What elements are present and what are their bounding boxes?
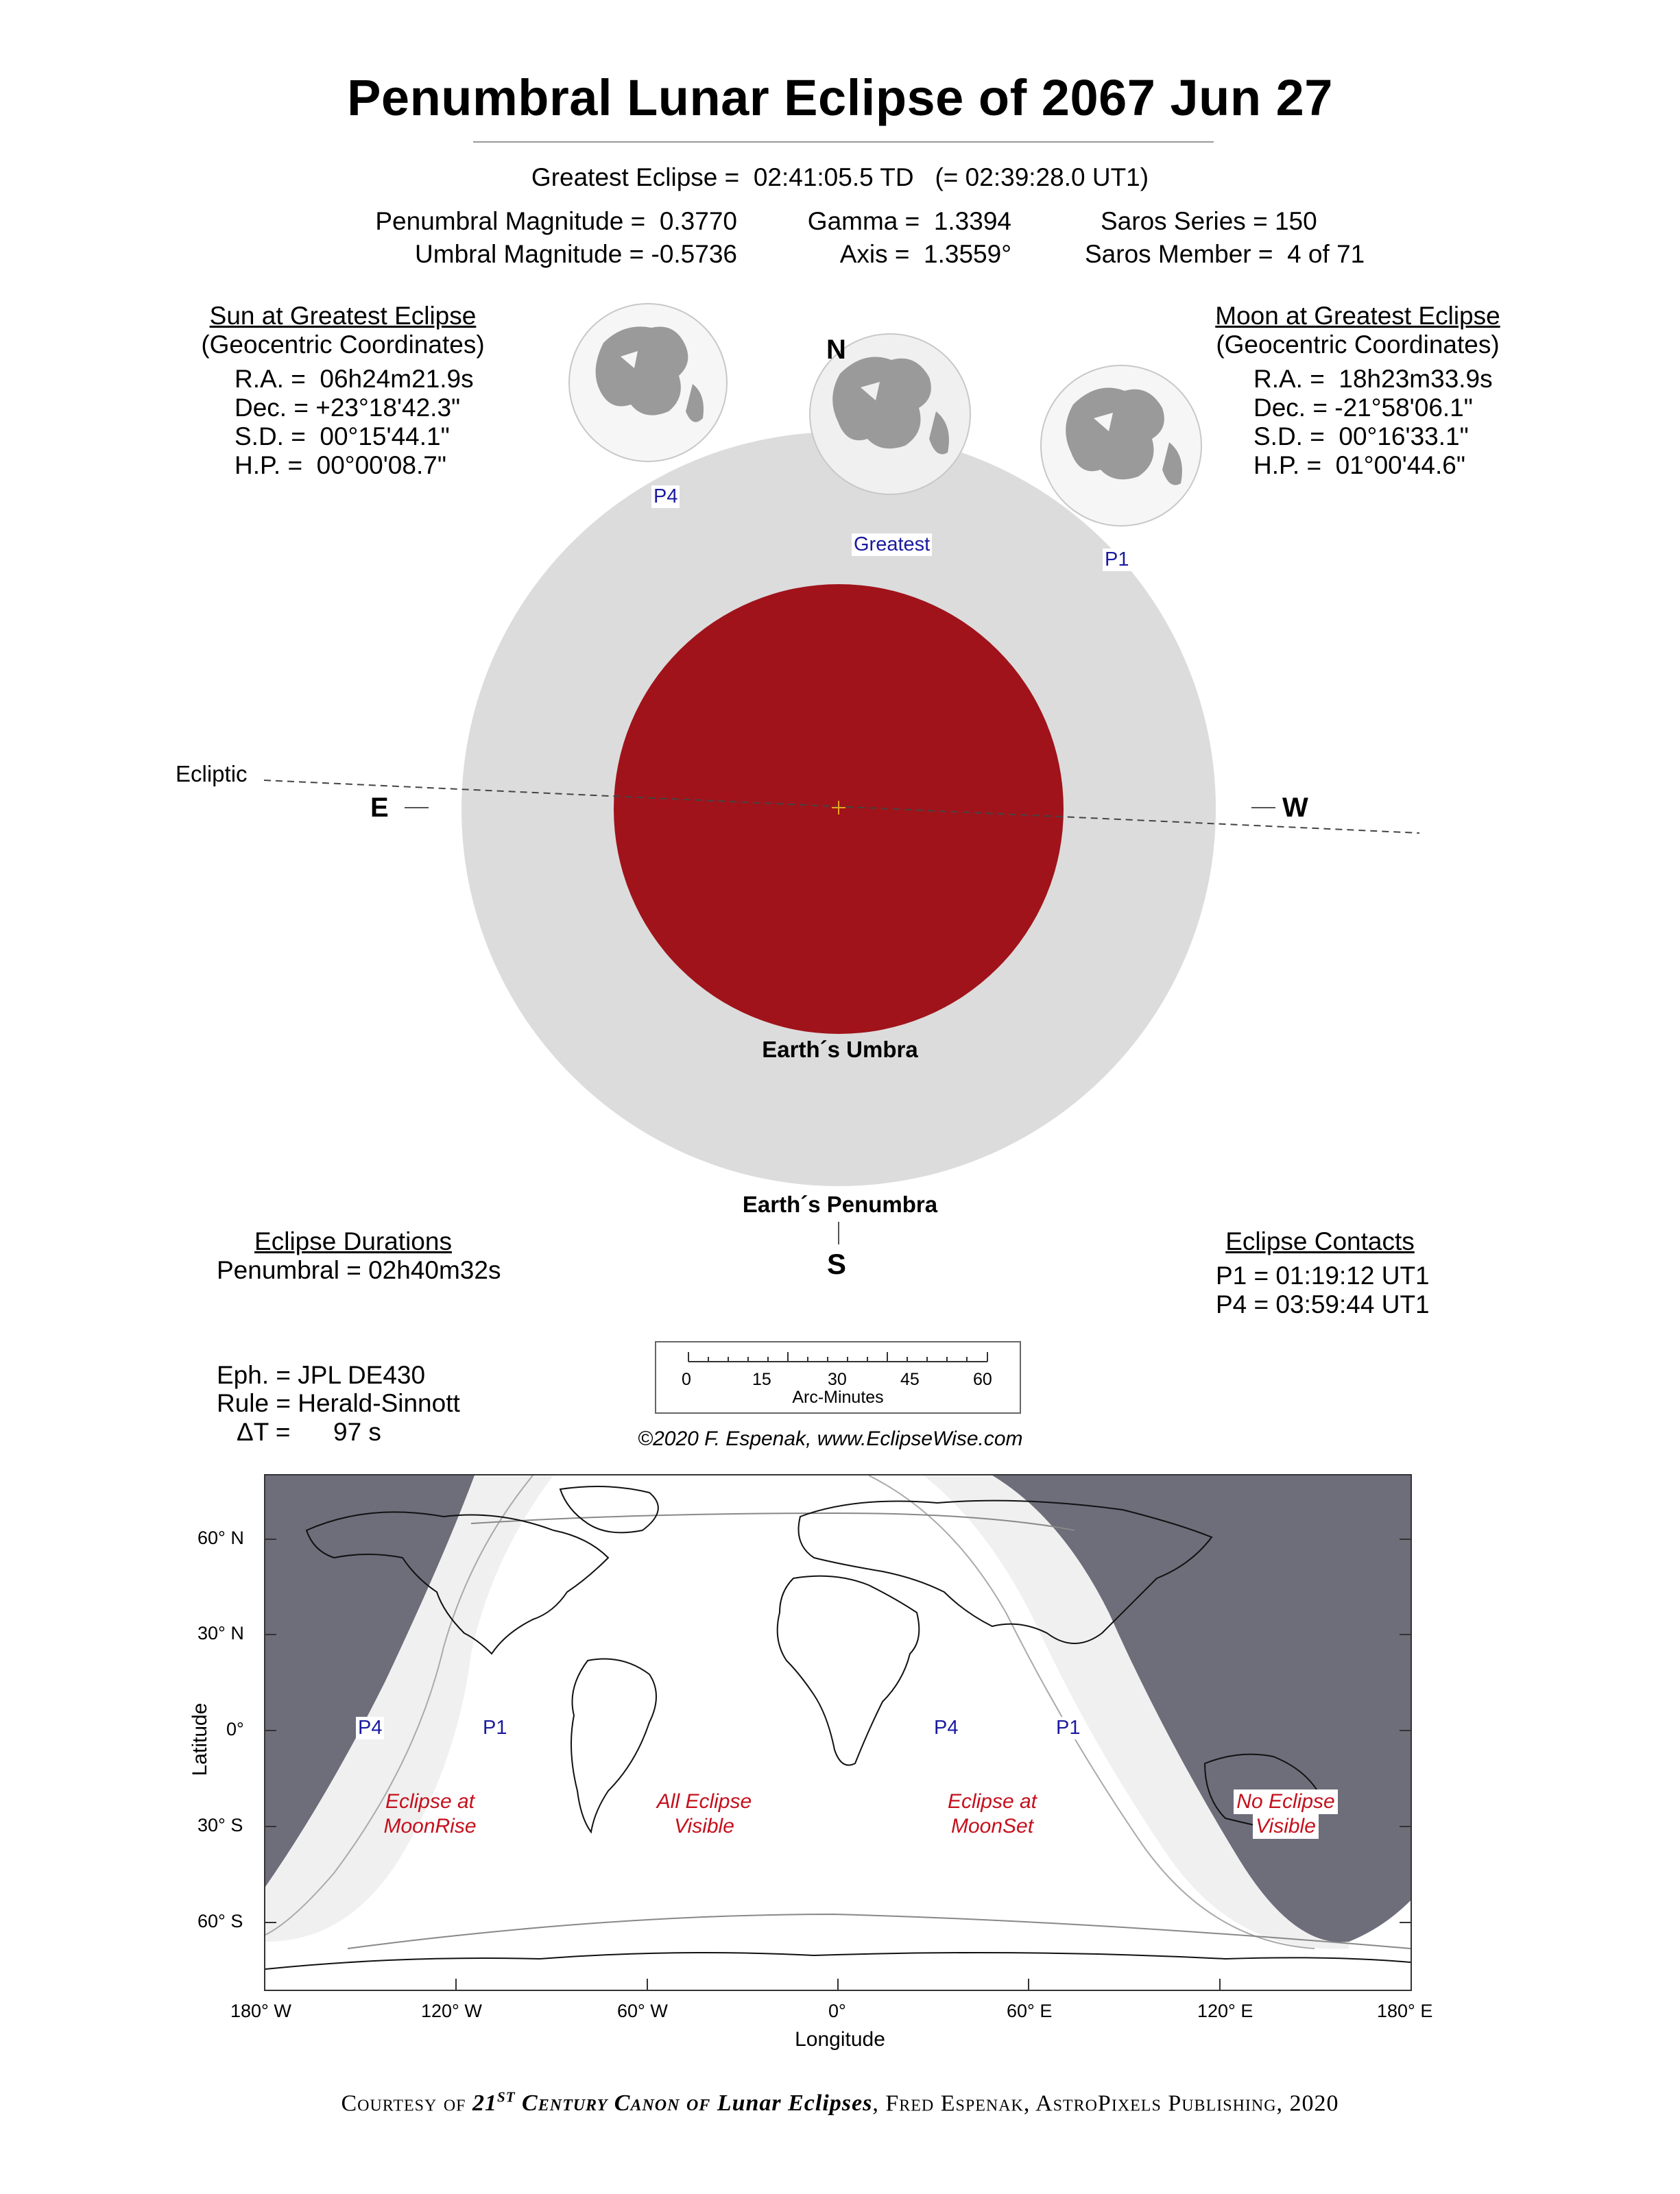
lat-tick-30s: 30° S: [197, 1815, 243, 1835]
scale-tick-0: 0: [682, 1370, 691, 1389]
lat-tick-60s: 60° S: [197, 1911, 243, 1931]
scale-ruler: [656, 1342, 1020, 1370]
sun-sd: S.D. = 00°15'44.1": [235, 422, 450, 450]
moon-hp: H.P. = 01°00'44.6": [1253, 451, 1465, 479]
p4-moon-label: P4: [651, 485, 680, 508]
antarctica-outline: [265, 1953, 1411, 1969]
footer-canon-number: 21: [472, 2090, 498, 2117]
lon-tick-120e: 120° E: [1197, 2001, 1253, 2021]
delta-t-label: ΔT =: [237, 1418, 291, 1446]
map-p4-west: P4: [356, 1717, 384, 1739]
saros-series: Saros Series = 150: [1101, 207, 1317, 235]
umbral-magnitude: Umbral Magnitude = -0.5736: [415, 240, 737, 268]
footer-canon-title: Century Canon of: [515, 2090, 717, 2117]
scale-label: Arc-Minutes: [792, 1388, 884, 1407]
world-map: [264, 1474, 1412, 1991]
lon-tick-180e: 180° E: [1377, 2001, 1433, 2021]
contact-p1: P1 = 01:19:12 UT1: [1216, 1262, 1430, 1290]
sun-hp: H.P. = 00°00'08.7": [235, 451, 446, 479]
map-canvas: [265, 1475, 1411, 1990]
lon-tick-0: 0°: [828, 2001, 846, 2021]
p1-moon-label: P1: [1103, 548, 1131, 571]
region-all-visible-label: [643, 1789, 766, 1839]
east-label: E: [370, 793, 389, 823]
moon-ra: R.A. = 18h23m33.9s: [1253, 365, 1493, 393]
region-moonset-line2: MoonSet: [950, 1815, 1034, 1837]
ecliptic-label: Ecliptic: [176, 761, 248, 786]
south-label: S: [827, 1248, 847, 1280]
moon-heading: Moon at Greatest Eclipse: [1215, 302, 1500, 330]
contacts-heading: Eclipse Contacts: [1225, 1227, 1415, 1255]
penumbral-magnitude: Penumbral Magnitude = 0.3770: [375, 207, 737, 235]
scale-tick-60: 60: [973, 1370, 992, 1389]
map-p1-west: P1: [481, 1717, 509, 1739]
moon-p1: [1041, 365, 1201, 526]
moon-subheading: (Geocentric Coordinates): [1216, 330, 1500, 359]
scale-tick-45: 45: [900, 1370, 920, 1389]
scale-tick-30: 30: [828, 1370, 847, 1389]
arc-minute-scale: [655, 1341, 1021, 1414]
sun-ra: R.A. = 06h24m21.9s: [235, 365, 474, 393]
greatest-eclipse-line: Greatest Eclipse = 02:41:05.5 TD (= 02:39:28.0 UT1): [531, 163, 1149, 191]
lat-tick-30n: 30° N: [197, 1623, 244, 1643]
lat-tick-0: 0°: [226, 1719, 244, 1739]
region-moonrise-line2: MoonRise: [383, 1815, 477, 1837]
region-moonrise-label: [368, 1789, 492, 1839]
map-ylabel: Latitude: [189, 1702, 211, 1776]
sun-heading: Sun at Greatest Eclipse: [209, 302, 477, 330]
ephemeris: Eph. = JPL DE430: [217, 1361, 426, 1389]
sun-dec: Dec. = +23°18'42.3": [235, 394, 461, 422]
north-label: N: [826, 335, 846, 365]
moon-sd: S.D. = 00°16'33.1": [1253, 422, 1469, 450]
gamma-value: Gamma = 1.3394: [807, 207, 1011, 235]
copyright: ©2020 F. Espenak, www.EclipseWise.com: [638, 1427, 1023, 1450]
footer-credit: [0, 2084, 1680, 2117]
contact-p4: P4 = 03:59:44 UT1: [1216, 1290, 1430, 1318]
footer-publisher: , Fred Espenak, AstroPixels Publishing, 2020: [872, 2090, 1339, 2117]
region-moonset-line1: Eclipse at: [947, 1790, 1037, 1813]
greatest-moon-label: Greatest: [852, 533, 932, 556]
rule: Rule = Herald-Sinnott: [217, 1389, 460, 1417]
west-label: W: [1282, 793, 1308, 823]
scale-tick-15: 15: [752, 1370, 771, 1389]
page-title: Penumbral Lunar Eclipse of 2067 Jun 27: [347, 69, 1333, 126]
region-none-line1: No Eclipse: [1234, 1789, 1337, 1814]
lon-tick-60e: 60° E: [1007, 2001, 1053, 2021]
region-moonset-label: [931, 1789, 1054, 1839]
map-xlabel: Longitude: [795, 2028, 885, 2051]
delta-t-value: 97 s: [333, 1418, 381, 1446]
saros-member: Saros Member = 4 of 71: [1085, 240, 1365, 268]
lat-tick-60n: 60° N: [197, 1528, 244, 1548]
region-none-line2: Visible: [1253, 1814, 1319, 1839]
africa-outline: [778, 1576, 920, 1765]
axis-value: Axis = 1.3559°: [839, 240, 1011, 268]
sun-subheading: (Geocentric Coordinates): [201, 330, 485, 359]
lon-tick-180w: 180° W: [230, 2001, 291, 2021]
region-all-line2: Visible: [674, 1815, 734, 1837]
footer-courtesy: Courtesy of: [341, 2090, 473, 2117]
penumbra-label: Earth´s Penumbra: [742, 1192, 938, 1217]
lon-tick-120w: 120° W: [421, 2001, 482, 2021]
moon-dec: Dec. = -21°58'06.1": [1253, 394, 1473, 422]
region-no-eclipse-label: [1224, 1789, 1347, 1839]
lon-tick-60w: 60° W: [617, 2001, 668, 2021]
umbra-label: Earth´s Umbra: [762, 1037, 918, 1062]
greenland-outline: [560, 1486, 658, 1532]
map-p4-east: P4: [932, 1717, 960, 1739]
footer-canon-sup: st: [497, 2084, 516, 2107]
durations-heading: Eclipse Durations: [254, 1227, 452, 1255]
region-all-line1: All Eclipse: [656, 1790, 752, 1813]
footer-canon-lunar: Lunar Eclipses: [717, 2090, 873, 2117]
map-p1-east: P1: [1054, 1717, 1082, 1739]
region-moonrise-line1: Eclipse at: [385, 1790, 475, 1813]
penumbral-duration: Penumbral = 02h40m32s: [217, 1256, 501, 1284]
moon-p4: [569, 304, 727, 461]
